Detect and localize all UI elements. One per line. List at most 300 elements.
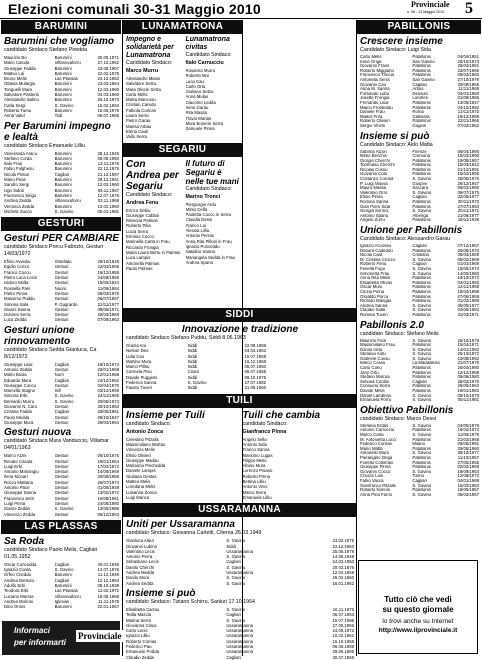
candidate-list	[123, 76, 183, 140]
birth-place: S. Gavino	[226, 575, 246, 581]
birth-date: 11/10/1957	[457, 455, 479, 460]
birth-date: 09.11.1967	[97, 187, 119, 193]
ad-logo: Provinciale	[78, 631, 122, 641]
birth-date: 29.12.1961	[97, 177, 119, 183]
birth-place: S. Gavino	[412, 469, 432, 474]
birth-place: S. Gavino	[412, 266, 432, 271]
candidate-name: Carla Sergi	[4, 102, 26, 108]
birth-date: 21/02/1968	[457, 437, 479, 442]
candidate-name: Teodora Erbi	[4, 588, 29, 594]
birth-place: Gesturi	[54, 469, 69, 475]
birth-date: 21.09.1960	[244, 385, 266, 391]
candidate-name: Mario Piras	[4, 177, 26, 183]
birth-date: 12.07.1976	[97, 567, 119, 573]
candidate-name: Andrea Medda	[126, 570, 155, 576]
birth-place: Ussaramanna	[226, 570, 254, 576]
candidate-line: candidato Sindaco Emanuele Lilliu	[4, 142, 85, 149]
birth-date: 06/04/1969	[457, 253, 479, 258]
birth-place: Pabillonis	[412, 375, 431, 380]
birth-date: 30/09/1965	[457, 82, 479, 87]
birth-place: Gesturi	[54, 474, 69, 480]
birth-date: 30/10/1983	[97, 404, 119, 410]
birth-place: Iglesias	[54, 598, 70, 604]
birth-date: 24.08.1972	[332, 628, 354, 634]
candidate-row: Albino Mura	[242, 463, 266, 469]
birth-date: 19/12/1959	[97, 269, 119, 275]
birth-place: Las Plassas	[54, 588, 78, 594]
birth-date: 20/10/1973	[457, 59, 479, 64]
candidate-name: Emanuele Podda	[126, 649, 159, 655]
birth-date: 18/05/1957	[457, 488, 479, 493]
birth-date: 06/03/1957	[457, 492, 479, 497]
birth-place: S. Gavino	[412, 393, 432, 398]
birth-date: 14/05/1960	[457, 271, 479, 276]
birth-place: Pabillonis	[412, 460, 431, 465]
birth-date: 14/09/1969	[97, 469, 119, 475]
birth-place: Gesturi	[54, 306, 69, 312]
birth-place: Pabillonis	[412, 280, 431, 285]
birth-date: 09.10.1975	[244, 374, 266, 380]
candidate-row: Rita Massa	[185, 110, 207, 116]
birth-date: 06/12/1963	[97, 511, 119, 517]
birth-place: S. Gavino	[226, 606, 246, 612]
birth-place: S. Gavino	[412, 303, 432, 308]
candidate-list	[1, 362, 121, 426]
birth-date: 06.07.1963	[332, 612, 354, 618]
birth-place: Ussaramanna	[226, 548, 254, 554]
birth-place: Pabillonis	[412, 248, 431, 253]
candidate-row: Filippo Melis	[242, 457, 267, 463]
birth-date: 24/06/1980	[97, 500, 119, 506]
birth-date: 30/10/1977	[457, 451, 479, 456]
birth-date: 19/12/1989	[457, 114, 479, 119]
candidate-name: Marco Carta	[360, 433, 384, 437]
candidate-name: Anna Rita Melis	[360, 276, 391, 281]
birth-date: 04.03.1960	[97, 92, 119, 98]
birth-date: 24/09/1965	[97, 275, 119, 281]
birth-date: 25/10/1972	[457, 352, 479, 357]
birth-place: Gesturi	[54, 453, 69, 459]
birth-date: 10/03/1990	[457, 154, 479, 159]
birth-place: Torino	[412, 474, 425, 479]
birth-place: Gesturi	[54, 463, 69, 469]
list-title: Lunamatrona civitas	[185, 36, 230, 51]
candidate-name: Maikol Frira	[360, 114, 383, 119]
birth-place: Milano	[412, 442, 426, 447]
candidate-label: Candidato Sindaco:	[185, 52, 232, 58]
birth-date: 12/11/1958	[457, 285, 479, 290]
birth-place: Cagliari	[412, 379, 427, 384]
birth-place: Cremona	[412, 154, 431, 159]
birth-place: Cristiano	[412, 253, 430, 258]
section-tuili-header: TUILI	[123, 394, 356, 408]
birth-place: Tuili	[54, 113, 63, 119]
candidate-row	[360, 398, 479, 403]
birth-date: 24/11/1965	[97, 393, 119, 399]
candidate-row: Ignazio Pusceddu	[185, 243, 220, 249]
candidate-name: Nicola Cara	[360, 253, 383, 258]
birth-date: 16/04/1972	[457, 428, 479, 433]
candidate-name: Marco Cossu	[360, 361, 386, 366]
candidate-name: Giuseppe Sanna	[4, 490, 37, 496]
birth-place: Gesturi	[54, 458, 69, 464]
candidate-row: Natalino Sanna	[185, 249, 215, 255]
birth-place: Siddi	[187, 348, 198, 354]
section-las-plassas-header: LAS PLASSAS	[1, 520, 121, 534]
birth-place: Pabillonis	[412, 299, 431, 304]
birth-date: 30.09.1971	[97, 55, 119, 60]
candidate-row	[4, 113, 119, 118]
birth-date: 28.12.1945	[97, 150, 119, 156]
candidate-row: Celestino Pitzalis	[126, 436, 159, 442]
birth-place: Cagliari	[54, 377, 70, 383]
birth-date: 27.07.1982	[244, 380, 266, 386]
birth-place: Pabillonis	[412, 158, 431, 163]
candidate-row: Pietro Garau	[126, 118, 151, 124]
candidate-row: Maria Laura Bertu in Palmas	[126, 249, 181, 255]
birth-place: Roma	[412, 110, 424, 115]
birth-place: Pabillonis	[412, 389, 431, 394]
birth-place: S. Gavino	[226, 580, 246, 586]
candidate-line: candidato Sindaco Stefano Puddu, Siddi 8.06.1963	[126, 335, 246, 341]
candidate-line: candidato Sindaco: Tiziano Schirru, Sanluri 17.10.1964	[126, 598, 255, 605]
birth-place: Cagliari	[412, 82, 427, 87]
bottom-advertisement	[2, 621, 120, 655]
candidate-name: Dino Onnis	[4, 604, 26, 610]
birth-date: 12/08/1972	[457, 474, 479, 479]
birth-place: Cagliari	[54, 561, 70, 567]
birth-place: Pabillonis	[412, 55, 431, 59]
birth-date: 25.05.1978	[332, 548, 354, 554]
birth-date: 10/08/1992	[457, 356, 479, 361]
section-segariu-header: SEGARIU	[123, 143, 242, 157]
birth-date: 11.12.1946	[97, 572, 119, 578]
candidate-name: Luca Zedda	[4, 317, 27, 323]
candidate-list	[123, 437, 240, 501]
birth-date: 13/06/1947	[457, 100, 479, 105]
candidate-list	[183, 68, 243, 132]
candidate-name: Andrea Sedda	[126, 580, 154, 586]
candidate-name: Marino Tronci	[185, 193, 221, 200]
list-title: Impegno e solidarietà per Lunamatrona	[126, 36, 174, 59]
candidate-name: Marcella Stagno	[4, 388, 36, 394]
birth-date: 01/02/1989	[457, 299, 479, 304]
promo-line-2: su questo giornale	[382, 605, 454, 614]
birth-place: Siddi	[226, 543, 236, 549]
birth-place: S. Gavino	[54, 393, 74, 399]
candidate-name: Giorgia Sonnoi	[360, 209, 389, 214]
birth-place: Isili	[54, 388, 61, 394]
candidate-row: Giuliana Gestas	[126, 473, 157, 479]
candidate-row: Efisio Olivieri	[126, 452, 151, 458]
candidate-name: Fernando Lisai	[360, 100, 389, 105]
candidate-name: Daniele Frau	[360, 110, 385, 115]
birth-place: Pabillonis	[412, 312, 431, 317]
birth-place: Pabillonis	[412, 294, 431, 299]
candidate-name: Giovanni Cotu	[360, 172, 388, 177]
candidate-name: Roberto Corrias	[126, 638, 157, 644]
birth-place: Barumini	[54, 187, 72, 193]
list-title: Uniti per Ussaramanna	[126, 519, 235, 531]
birth-date: 03/12/1959	[97, 388, 119, 394]
candidate-name: Giuseppe Mura	[4, 419, 34, 425]
list-title: Insieme si può	[126, 587, 196, 599]
list-title: Il futuro di Segariu è nelle tue mani	[185, 158, 239, 186]
birth-date: 28/10/1949	[97, 259, 119, 265]
birth-place: Siddi	[187, 385, 198, 391]
candidate-name: Simonetta Frau	[360, 271, 390, 276]
birth-date: 02/05/1977	[457, 195, 479, 200]
birth-date: 07/12/1967	[457, 244, 479, 248]
candidate-name: Gabriele Cossu	[360, 356, 390, 361]
candidate-row: Matteo Melis	[126, 479, 151, 485]
candidate-name: Antonio Mariangiu	[4, 469, 39, 475]
birth-date: 12/11/1972	[457, 110, 479, 115]
candidate-name: Stefano Murrua	[360, 375, 390, 380]
birth-date: 15/05/1944	[97, 280, 119, 286]
candidate-name: Orfeo Crieddu	[4, 572, 31, 578]
candidate-row: Luisanna Zonca	[126, 489, 157, 495]
birth-place: Ussaramanna	[226, 633, 254, 639]
birth-place: Cagliari	[226, 612, 241, 618]
candidate-row: Loredana Melis	[126, 484, 156, 490]
candidate-name: P. Luigi Massa	[360, 181, 388, 186]
birth-date: 05/06/1980	[457, 375, 479, 380]
birth-place: San Gavino	[412, 59, 435, 64]
candidate-row: Piergiorgio Ardu	[185, 201, 217, 207]
birth-date: 24.12.1962	[97, 76, 119, 82]
list-title: Pabillonis 2.0	[360, 319, 424, 331]
list-title: Gesturi unione rinnovamento	[4, 324, 75, 347]
candidate-row: Vincenzo Melis	[126, 447, 155, 453]
birth-place: Dessulo	[412, 91, 428, 96]
candidate-name: Paolo Medda	[4, 414, 30, 420]
birth-place: S. Gavino	[187, 380, 207, 386]
birth-place: Barumini	[54, 97, 72, 103]
birth-place: Gugeiri	[412, 123, 427, 128]
candidate-name: Romina Tuveri	[360, 312, 388, 317]
candidate-row: Luca Cau	[185, 78, 204, 84]
candidate-name: Mauro Mastia	[360, 186, 387, 191]
birth-date: 22/11/1977	[97, 301, 119, 307]
candidate-name: Gianfranco Pinna	[242, 428, 287, 435]
candidate-name: Pietro Luca Lecis	[4, 275, 37, 281]
candidate-label: candidato Sindaco:	[126, 420, 172, 427]
birth-place: Pabillonis	[412, 465, 431, 470]
birth-date: 08/10/1947	[97, 414, 119, 420]
candidate-name: Martino Mura	[126, 358, 152, 364]
list-title: Barumini che vogliamo	[4, 36, 115, 47]
birth-place: Pabillonis	[412, 384, 431, 389]
candidate-name: Federico Corrias	[360, 442, 392, 447]
birth-place: S. Gavino	[412, 352, 432, 357]
candidate-name: Gianni Sanna	[4, 306, 31, 312]
birth-date: 16.01.1962	[332, 580, 354, 586]
candidate-row: Antonella Palmas	[126, 260, 160, 266]
birth-place: Cagliari	[412, 195, 427, 200]
candidate-row: Ramona Palmas	[126, 218, 158, 224]
birth-place: S. Gavino	[412, 483, 432, 488]
birth-date: 11/06/1979	[457, 433, 479, 437]
birth-date: 08.10.1939	[97, 583, 119, 588]
birth-place: Cagliari	[54, 361, 70, 367]
candidate-name: Cristina Fadda	[4, 409, 32, 415]
birth-date: 21.12.1987	[97, 171, 119, 177]
candidate-name: M. Antonietta Locci	[360, 437, 397, 442]
birth-place: Nuoro	[54, 285, 67, 291]
birth-place: Barumini	[54, 55, 72, 60]
birth-date: 14.05.1948	[332, 554, 354, 560]
birth-place: Albenga	[412, 213, 429, 218]
birth-place: Barumini	[54, 572, 72, 578]
candidate-row: Mara Olecle Setzu	[126, 86, 162, 92]
candidate-list	[1, 259, 121, 323]
candidate-list	[123, 607, 356, 660]
birth-place: Gesturi	[54, 264, 69, 270]
candidate-row	[126, 385, 266, 390]
candidate-line: Candidato Sindaco: Aldo Matta	[360, 141, 433, 148]
birth-date: 19/10/1972	[457, 276, 479, 281]
birth-date: 25/05/1961	[97, 409, 119, 415]
candidate-name: Francesco Serri	[4, 495, 35, 501]
candidate-row: Giuseppe Madau	[126, 457, 159, 463]
candidate-name: Davide Puggioni	[126, 374, 158, 380]
birth-place: Pabillonis	[412, 68, 431, 73]
birth-date: 04/06/1982	[457, 308, 479, 313]
birth-date: 17/02/1972	[97, 463, 119, 469]
birth-place: S. Gavino	[226, 564, 246, 570]
candidate-name: Maurizio Bo	[4, 55, 27, 60]
birth-place: Pabillonis	[412, 428, 431, 433]
candidate-row: Mirko Cella	[185, 206, 207, 212]
birth-place: Pabillonis	[412, 119, 431, 124]
birth-place: Pabillonis	[412, 200, 431, 205]
birth-place: S. Gavino	[412, 423, 432, 428]
candidate-name: Antonella Serra	[360, 77, 390, 82]
candidate-name: Stefano Corda	[4, 155, 32, 161]
candidate-name: Isidoro Molla	[4, 280, 29, 286]
candidate-name: Ottavia Mulargiu	[4, 81, 36, 87]
candidate-name: Rocco Mattana	[4, 479, 33, 485]
newspaper-logo: Provinciale	[411, 0, 450, 9]
candidate-row: Flavio Murtas	[185, 115, 212, 121]
candidate-name: Bernardo Murru	[4, 398, 35, 404]
birth-date: 06.07.1955	[244, 369, 266, 375]
birth-place: S. Gavino	[226, 617, 246, 623]
birth-place: Ussaramanna	[226, 638, 254, 644]
candidate-row: Antonio Perras	[185, 233, 214, 239]
promo-line-3: lo trovi anche su Internet	[382, 618, 454, 625]
candidate-name: Grazia Aru	[126, 343, 147, 348]
candidate-list	[357, 150, 481, 224]
list-title: Con Andrea per Segariu	[126, 158, 179, 192]
birth-date: 06/10/1975	[97, 453, 119, 459]
birth-date: 23/11/1966	[457, 119, 479, 124]
candidate-name: Ilena Monari	[4, 474, 28, 480]
candidate-name: Pietro Pinna	[4, 290, 28, 296]
birth-date: 23.08.1957	[97, 65, 119, 71]
birth-date: 14/01/1982	[457, 347, 479, 352]
candidate-line: candidato Sindaco Paolo Melis, Cagliari 01.05.1952	[4, 546, 98, 560]
candidate-line: candidato Sindaco: Marco Dessì	[360, 415, 437, 422]
birth-place: Gesturi	[54, 317, 69, 323]
birth-place: Barumini	[54, 182, 72, 188]
candidate-row: Salvatore Setzu	[126, 81, 157, 87]
birth-date: 26/03/1969	[97, 312, 119, 318]
birth-date: 15.06.1976	[97, 107, 119, 113]
birth-place: Barumini	[54, 70, 72, 76]
birth-place: Pabillonis	[412, 488, 431, 493]
birth-date: 29/05/1960	[457, 446, 479, 451]
candidate-row: Antonio Vinci	[242, 484, 268, 490]
candidate-name: Cinzia Pinna	[360, 289, 385, 294]
birth-place: Barumini	[54, 192, 72, 198]
page-title: Elezioni comunali 30-31 Maggio 2010	[8, 1, 261, 17]
candidate-name: Nelson Deo	[126, 348, 149, 354]
birth-place: Gesturi	[54, 495, 69, 501]
birth-date: 12/01/1958	[97, 372, 119, 378]
candidate-name: Anna Vatel	[4, 113, 25, 119]
birth-place: Cagliari	[54, 171, 70, 177]
candidate-list	[1, 55, 121, 119]
candidate-row: Roberto Pilia	[126, 223, 151, 229]
candidate-name: Claudio Zedda	[126, 654, 154, 660]
candidate-name: Pierangelo Origa	[360, 455, 393, 460]
website-promo-box	[358, 560, 478, 654]
birth-date: 20/04/1980	[457, 366, 479, 371]
candidate-row: Fabiola Concas	[126, 107, 156, 113]
birth-date: 22.08.1989	[244, 343, 266, 348]
candidate-name: Marco Fronteddu	[360, 105, 393, 110]
candidate-row: Rosanna Murru	[185, 68, 216, 73]
candidate-row: Luigi Manca	[126, 494, 150, 500]
section-barumini-header: BARUMINI	[1, 20, 121, 34]
candidate-name: Valentino Lecis	[126, 548, 155, 554]
birth-date: 26.10.1973	[97, 97, 119, 103]
birth-date: 15.10.1965	[332, 638, 354, 644]
birth-date: 02/04/1970	[97, 382, 119, 388]
birth-date: 26/04/1961	[457, 64, 479, 69]
list-title: Per Barumini impegno e lealtà	[4, 120, 111, 143]
promo-url-link[interactable]: http://www.ilprovinciale.it	[378, 627, 458, 634]
candidate-name: Sandro Sergi	[4, 182, 30, 188]
candidate-name: Mario Matta	[360, 446, 383, 451]
candidate-name: Emanuela Porru	[360, 398, 392, 403]
candidate-row	[360, 124, 479, 129]
candidate-name: Costanzo Corona	[360, 177, 394, 182]
candidate-name: Fortunato Lubu	[360, 91, 390, 96]
list-title: Gesturi nuova	[4, 427, 72, 439]
birth-date: 20/01/1968	[97, 366, 119, 372]
candidate-name: Fabio Vacca	[360, 478, 384, 483]
candidate-name: Sebastiano Lecis	[126, 559, 159, 565]
birth-place: Pabillonis	[412, 370, 431, 375]
candidate-list	[1, 562, 121, 610]
birth-place: Siddi	[187, 353, 198, 359]
candidate-row: Mura Bonerie Serra	[185, 120, 223, 126]
birth-place: Siddi	[187, 364, 198, 370]
birth-date: 29/04/1964	[97, 419, 119, 425]
candidate-label: candidato Sindaco:	[242, 420, 288, 427]
birth-date: 01/01/1969	[457, 262, 479, 267]
candidate-name: Nicolas Cossu	[360, 167, 388, 172]
birth-date: 06/07/1975	[457, 190, 479, 195]
candidate-name: Fiorello Collombo	[360, 460, 394, 465]
birth-date: 20/06/1970	[457, 248, 479, 253]
candidate-name: Tedla Mascia	[126, 612, 152, 618]
candidate-name: Lidia Cao	[126, 353, 145, 359]
birth-date: 09/06/1981	[457, 442, 479, 447]
